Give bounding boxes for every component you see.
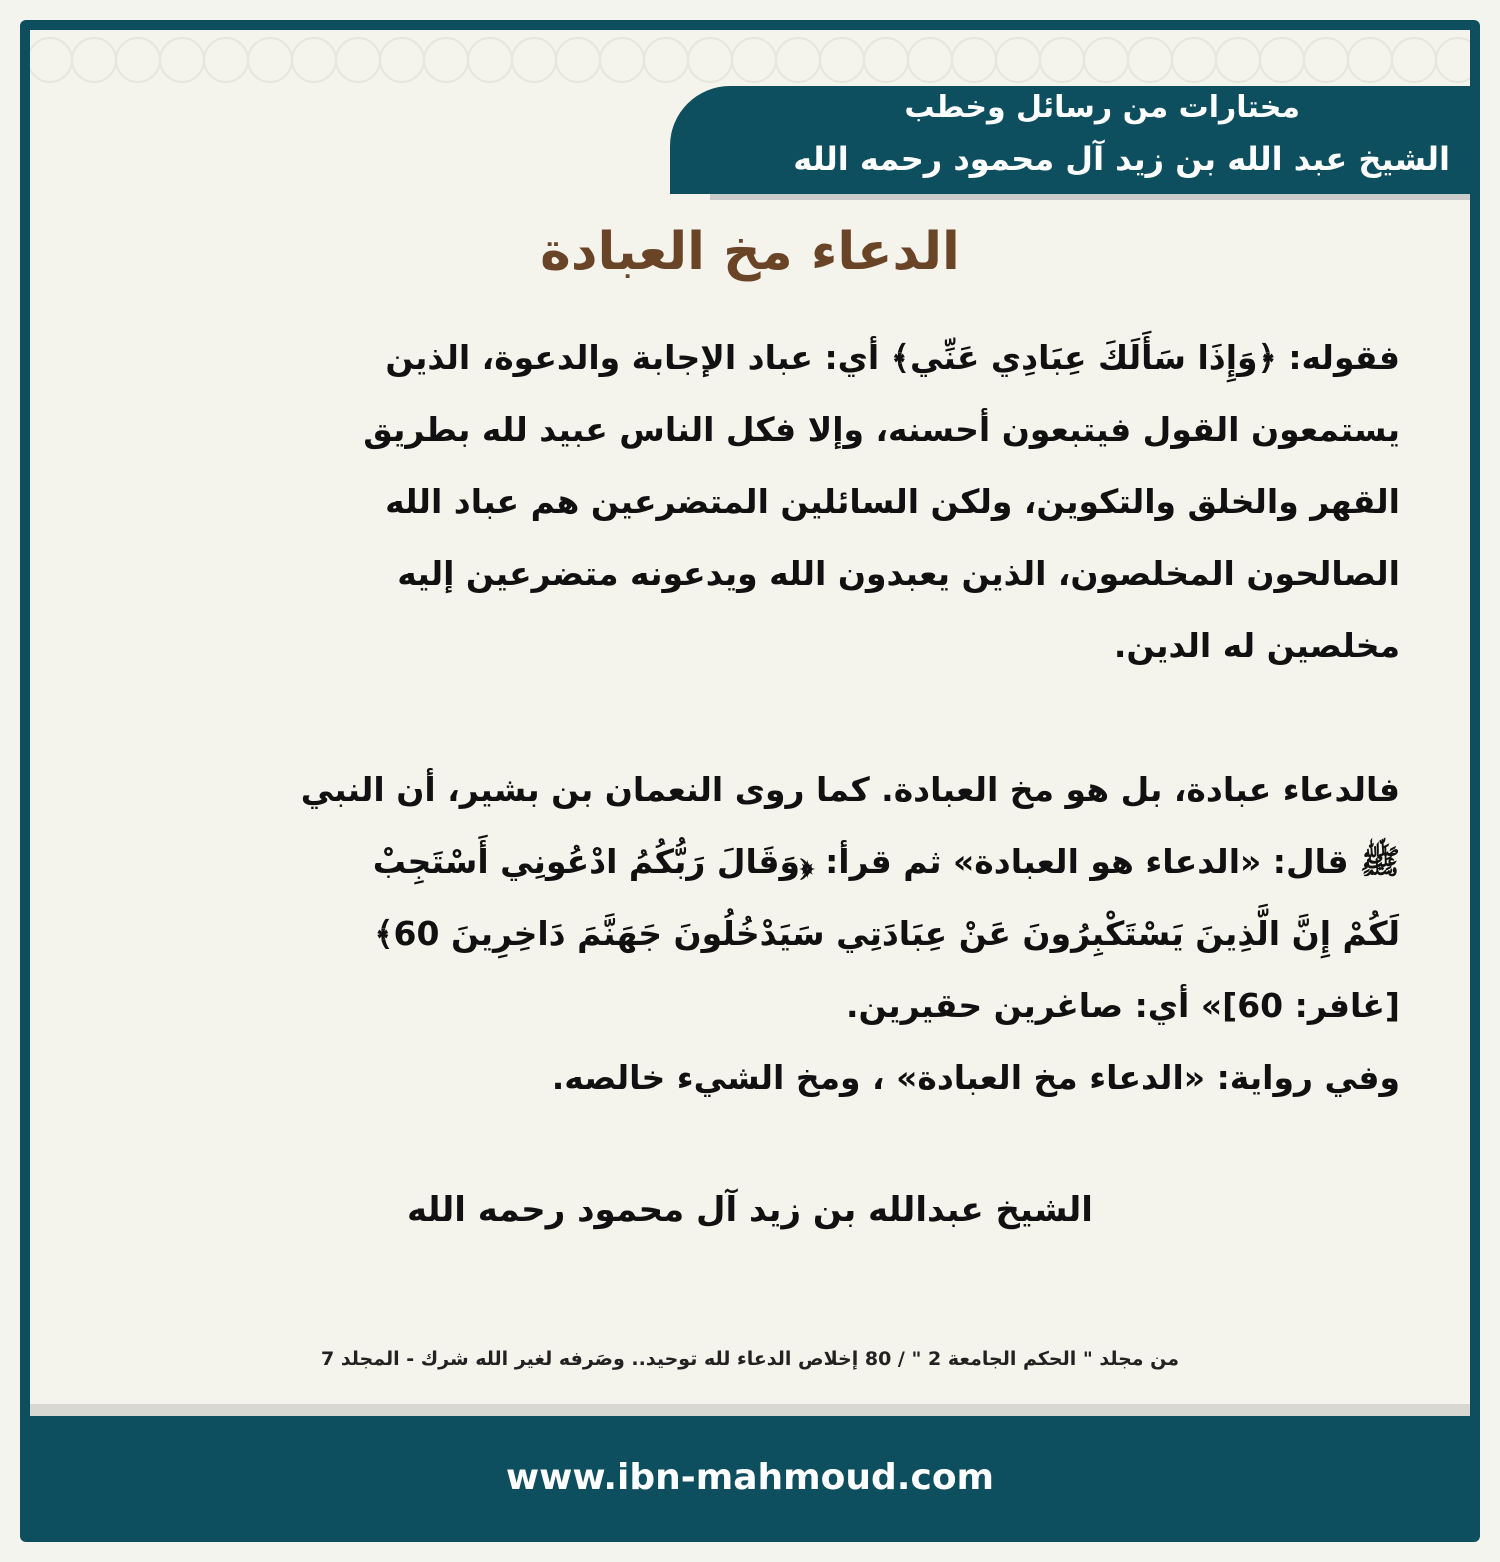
decorative-pattern [30, 30, 1470, 90]
line: القهر والخلق والتكوين، ولكن السائلين المتضرعين هم عباد الله [385, 482, 1400, 521]
header-author: الشيخ عبد الله بن زيد آل محمود رحمه الله [793, 140, 1450, 178]
line: لَكُمْ إِنَّ الَّذِينَ يَسْتَكْبِرُونَ عَنْ عِبَادَتِي سَيَدْخُلُونَ جَهَنَّمَ دَاخِرِينَ 60﴾ [374, 914, 1400, 953]
line: مخلصين له الدين. [1113, 626, 1400, 665]
header-underline [710, 194, 1470, 200]
source-reference: من مجلد " الحكم الجامعة 2 " / 80 إخلاص الدعاء لله توحيد.. وصَرفه لغير الله شرك - المجلد 7 [320, 1348, 1180, 1370]
article-body [160, 322, 1400, 1114]
line: يستمعون القول فيتبعون أحسنه، وإلا فكل الناس عبيد لله بطريق [363, 410, 1400, 449]
line: وفي رواية: «الدعاء مخ العبادة» ، ومخ الشيء خالصه. [551, 1058, 1400, 1097]
header-subtitle: مختارات من رسائل وخطب [904, 90, 1300, 125]
line: فالدعاء عبادة، بل هو مخ العبادة. كما روى النعمان بن بشير، أن النبي [300, 770, 1400, 809]
line: الصالحون المخلصون، الذين يعبدون الله ويدعونه متضرعين إليه [397, 554, 1400, 593]
card-body [30, 30, 1470, 1416]
bottom-divider [30, 1404, 1470, 1416]
signature: الشيخ عبدالله بن زيد آل محمود رحمه الله [407, 1190, 1093, 1230]
website-link[interactable]: www.ibn-mahmoud.com [505, 1457, 995, 1498]
line: ﷺ قال: «الدعاء هو العبادة» ثم قرأ: ﴿وَقَالَ رَبُّكُمُ ادْعُونِي أَسْتَجِبْ [372, 842, 1400, 881]
line: فقوله: ﴿وَإِذَا سَأَلَكَ عِبَادِي عَنِّي﴾ أي: عباد الإجابة والدعوة، الذين [385, 338, 1400, 377]
paragraph-gap [160, 682, 1400, 754]
header-banner [670, 86, 1470, 194]
line: [غافر: 60]» أي: صاغرين حقيرين. [846, 986, 1400, 1025]
page-title: الدعاء مخ العبادة [540, 222, 960, 282]
